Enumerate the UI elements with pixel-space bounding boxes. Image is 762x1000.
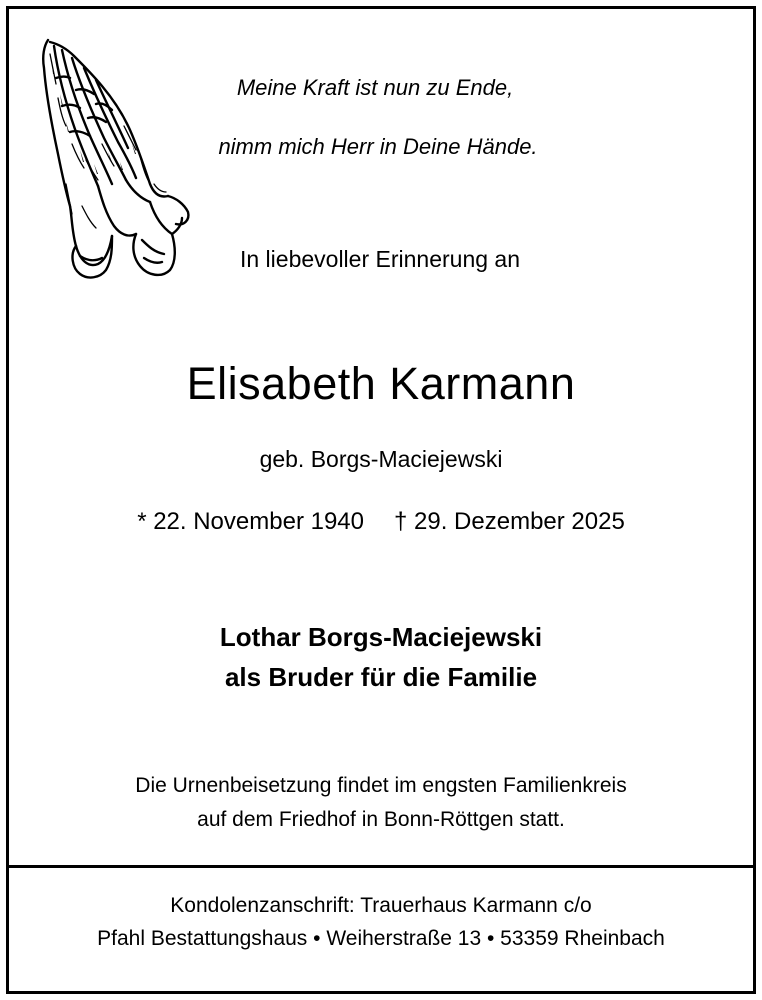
verse-line-1: Meine Kraft ist nun zu Ende, xyxy=(236,75,514,100)
maiden-name: geb. Borgs-Maciejewski xyxy=(259,446,503,472)
verse-line-2: nimm mich Herr in Deine Hände. xyxy=(218,134,538,159)
footer-divider xyxy=(6,865,756,868)
mourner-relation: als Bruder für die Familie xyxy=(224,662,538,692)
mourner-name: Lothar Borgs-Maciejewski xyxy=(219,622,543,652)
birth-date: * 22. November 1940 xyxy=(137,508,364,535)
death-date: † 29. Dezember 2025 xyxy=(394,508,625,535)
condolence-address-line-1: Kondolenzanschrift: Trauerhaus Karmann c/o xyxy=(170,894,592,917)
condolence-address-line-2: Pfahl Bestattungshaus • Weiherstraße 13 • 53359 Rheinbach xyxy=(97,927,665,950)
remembrance-intro: In liebevoller Erinnerung an xyxy=(239,246,520,272)
burial-info-line-1: Die Urnenbeisetzung findet im engsten Familienkreis xyxy=(135,774,627,797)
burial-info-line-2: auf dem Friedhof in Bonn-Röttgen statt. xyxy=(197,808,565,831)
life-dates xyxy=(0,506,762,538)
deceased-name: Elisabeth Karmann xyxy=(186,358,576,409)
